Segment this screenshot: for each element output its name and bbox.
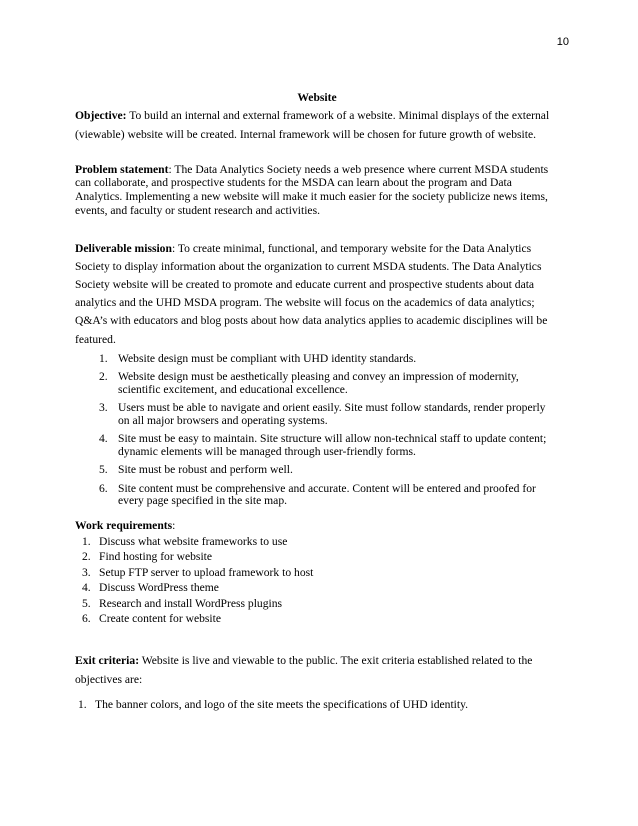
list-number: 1. <box>82 534 91 548</box>
list-text: Website design must be compliant with UHD identity standards. <box>118 351 417 365</box>
document-body <box>75 90 559 713</box>
problem-label: Problem statement <box>75 162 169 176</box>
list-text: Site content must be comprehensive and accurate. Content will be entered and proofed for every page specified in the site map. <box>118 481 536 508</box>
list-item <box>75 464 559 477</box>
list-text: Create content for website <box>99 612 222 626</box>
work-requirements-heading <box>75 518 559 534</box>
problem-statement-paragraph <box>75 163 559 219</box>
section-title: Website <box>297 91 337 104</box>
work-label: Work requirements <box>75 518 173 532</box>
list-item <box>75 697 559 713</box>
list-text: Discuss WordPress theme <box>99 581 219 595</box>
list-text: Site must be robust and perform well. <box>118 463 293 477</box>
list-item <box>75 596 559 612</box>
list-item <box>75 580 559 596</box>
list-text: Discuss what website frameworks to use <box>99 534 288 548</box>
list-number: 2. <box>82 550 91 564</box>
list-number: 3. <box>99 401 108 415</box>
list-number: 2. <box>99 370 108 384</box>
list-item <box>75 483 559 508</box>
list-number: 3. <box>82 565 91 579</box>
list-number: 5. <box>82 596 91 610</box>
list-number: 6. <box>82 612 91 626</box>
list-item <box>75 534 559 550</box>
deliverable-text: : To create minimal, functional, and temporary website for the Data Analytics Society to display information about the organization to current MSDA students. The Data Analytics Society website will be created to promote and educate current and prospective students about data analytics and the UHD MSDA program. The website will focus on the academics of data analytics; Q&A’s with educators and blog posts about how data analytics applies to academic disciplines will be featured. <box>75 242 548 346</box>
list-text: Site must be easy to maintain. Site structure will allow non-technical staff to update content; dynamic elements will be managed through user-friendly forms. <box>118 432 547 458</box>
exit-criteria-paragraph <box>75 651 559 689</box>
list-text: The banner colors, and logo of the site meets the specifications of UHD identity. <box>95 697 469 711</box>
list-number: 4. <box>99 432 108 446</box>
list-item <box>75 549 559 565</box>
deliverable-list <box>75 353 559 508</box>
deliverable-mission-paragraph <box>75 240 559 348</box>
list-text: Setup FTP server to upload framework to host <box>99 565 314 579</box>
work-requirements-list <box>75 534 559 627</box>
list-item <box>75 565 559 581</box>
list-item <box>75 433 559 458</box>
list-text: Research and install WordPress plugins <box>99 596 283 610</box>
objective-label: Objective: <box>75 108 127 122</box>
list-text: Users must be able to navigate and orient easily. Site must follow standards, render properly on all major browsers and operating systems. <box>118 401 546 427</box>
exit-criteria-list <box>75 697 559 713</box>
list-text: Website design must be aesthetically pleasing and convey an impression of modernity, scientific excitement, and educational excellence. <box>118 370 519 396</box>
exit-text: Website is live and viewable to the public. The exit criteria established related to the objectives are: <box>75 653 533 686</box>
problem-text: : The Data Analytics Society needs a web presence where current MSDA students can collaborate, and prospective students for the MSDA can learn about the program and Data Analytics. Implementing a new website will make it much easier for the society publicize news items, events, and faculty or student research and activities. <box>75 162 549 218</box>
deliverable-label: Deliverable mission <box>75 242 172 256</box>
work-colon: : <box>172 518 176 532</box>
list-item <box>75 611 559 627</box>
list-number: 4. <box>82 581 91 595</box>
list-item <box>75 402 559 427</box>
list-text: Find hosting for website <box>99 550 213 564</box>
list-number: 5. <box>99 463 108 477</box>
page-number: 10 <box>556 36 569 48</box>
list-number: 1. <box>99 351 108 365</box>
list-number: 6. <box>99 481 108 495</box>
objective-text: To build an internal and external framework of a website. Minimal displays of the external (viewable) website will be created. Internal framework will be chosen for future growth of website. <box>75 108 550 141</box>
list-item <box>75 371 559 396</box>
objective-paragraph <box>75 107 559 145</box>
exit-label: Exit criteria: <box>75 653 140 667</box>
list-item <box>75 353 559 366</box>
list-number: 1. <box>78 697 87 711</box>
